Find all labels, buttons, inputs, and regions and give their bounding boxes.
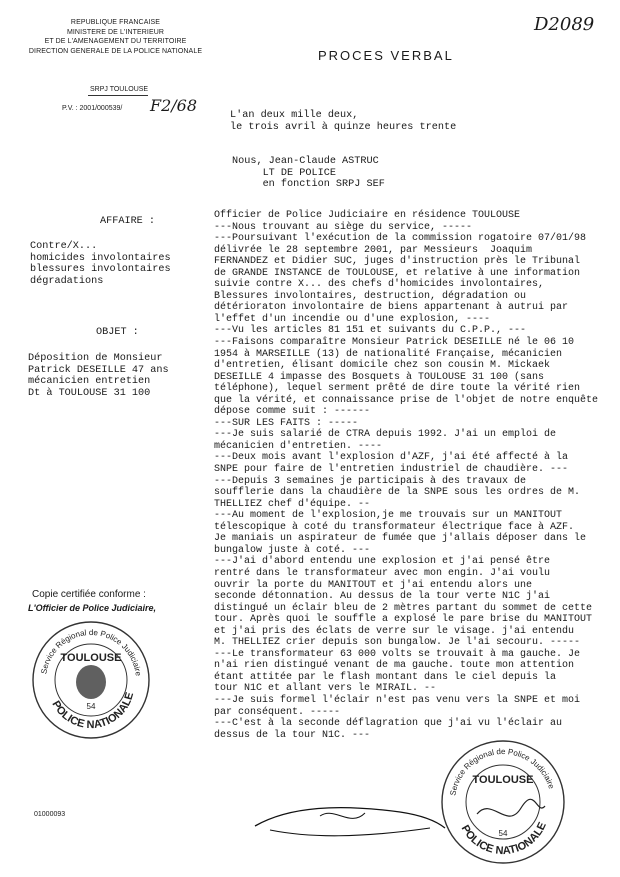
pv-number: P.V. : 2001/000539/ xyxy=(62,105,123,112)
emblem-icon xyxy=(76,665,106,699)
header-line-2: MINISTERE DE L'INTERIEUR xyxy=(66,28,165,36)
stamp-left-bottom-text: POLICE NATIONALE xyxy=(49,690,137,732)
stamp-right-top-text: Service Régional de Police Judiciaire xyxy=(448,746,557,797)
handwritten-reference: D2089 xyxy=(534,14,595,35)
stamp-right-city: TOULOUSE xyxy=(472,774,534,786)
date-intro: L'an deux mille deux, le trois avril à quinze heures trente xyxy=(230,110,457,133)
service-underline xyxy=(88,95,148,96)
pv-handwritten: F2/68 xyxy=(150,96,198,115)
header-line-3: ET DE L'AMENAGEMENT DU TERRITOIRE xyxy=(44,38,187,45)
certification-line-2: L'Officier de Police Judiciaire, xyxy=(28,603,157,613)
police-stamp-left xyxy=(28,617,154,743)
ministry-header xyxy=(28,18,203,56)
service-name: SRPJ TOULOUSE xyxy=(90,86,149,93)
certification-line-1: Copie certifiée conforme : xyxy=(32,589,146,600)
stamp-left-city: TOULOUSE xyxy=(60,652,122,664)
police-stamp-right xyxy=(437,736,569,868)
stamp-left-top-text: Service Régional de Police Judiciaire xyxy=(39,627,143,677)
header-line-4: DIRECTION GENERALE DE LA POLICE NATIONALE xyxy=(28,47,203,55)
header-line-1: REPUBLIQUE FRANCAISE xyxy=(70,19,161,26)
footer-code: 01000093 xyxy=(34,811,66,818)
affaire-text: Contre/X... homicides involontaires blessures involontaires dégradations xyxy=(30,241,171,287)
stamp-signature-scribble xyxy=(477,799,545,816)
objet-label: OBJET : xyxy=(96,327,139,338)
stamp-right-bottom-text: POLICE NATIONALE xyxy=(458,820,549,858)
objet-text: Déposition de Monsieur Patrick DESEILLE 47 ans mécanicien entretien Dt à TOULOUSE 31 100 xyxy=(28,353,169,399)
deposition-body: Officier de Police Judiciaire en résidence TOULOUSE ---Nous trouvant au siège du service, ----- ---Poursuivant l'exécution de la commission rogatoire 07/01/98 délivrée le 28 septembre 2001, par Messieurs Joaquim FERNANDEZ et Didier SUC, juges d'instruction près le Tribunal de GRANDE INSTANCE de TOULOUSE, et relative à une information suivie contre X... des chefs d'homicides involontaires, Blessures involontaires, destruction, dégradation ou détérioraton involontaire de biens appartenant à autrui par l'effet d'un incendie ou d'une explosion, ---- ---Vu les articles 81 151 et suivants du C.P.P., --- ---Faisons comparaître Monsieur Patrick DESEILLE né le 06 10 1954 à MARSEILLE (13) de nationalité Française, mécanicien d'entretien, élisant domicile chez son cousin M. Mickaek DESEILLE 4 impasse des Bosquets à TOULOUSE 31 100 (sans téléphone), lequel serment prêté de dire toute la vérité rien que la vérité, et connaissance prise de l'objet de notre enquête dépose comme suit : ------ ---SUR LES FAITS : ----- ---Je suis salarié de CTRA depuis 1992. J'ai un emploi de mécanicien d'entretien. ---- ---Deux mois avant l'explosion d'AZF, j'ai été affecté à la SNPE pour faire de l'entretien industriel de chaudière. --- ---Depuis 3 semaines je participais à des travaux de soufflerie dans la chaudière de la SNPE sous les ordres de M. THELLIEZ chef d'équipe. -- ---Au moment de l'explosion,je me trouvais sur un MANITOUT télescopique à coté du transformateur électrique face à AZF. Je maniais un aspirateur de fumée que j'allais déposer dans le bungalow juste à coté. --- ---J'ai d'abord entendu une explosion et j'ai pensé être rentré dans le transformateur avec mon engin. J'ai voulu ouvrir la porte du MANITOUT et j'ai entendu alors une seconde détonnation. Au dessus de la tour verte N1C j'ai distingué un éclair bleu de 2 mètres partant du sommet de cette tour. Après quoi le souffle a explosé le pare brise du MANITOUT et j'ai pris des éclats de verre sur le visage. j'ai entendu M. THELLIEZ crier depuis son bungalow. Je l'ai secouru. ----- ---Le transformateur 63 000 volts se trouvait à ma gauche. Je n'ai rien distingué venant de ma gauche. toute mon attention étant attitée par le flash montant dans le ciel depuis la tour N1C et allant vers le MIRAIL. -- ---Je suis formel l'éclair n'est pas venu vers la SNPE et moi par conséquent. ----- ---C'est à la seconde déflagration que j'ai vu l'éclair au dessus de la tour N1C. --- xyxy=(214,210,599,741)
affaire-label: AFFAIRE : xyxy=(100,216,156,227)
officer-identity: Nous, Jean-Claude ASTRUC LT DE POLICE en fonction SRPJ SEF xyxy=(232,156,385,191)
document-title: PROCES VERBAL xyxy=(318,48,454,63)
stamp-left-number: 54 xyxy=(86,702,96,711)
stamp-right-number: 54 xyxy=(498,829,508,838)
officer-signature xyxy=(250,798,450,848)
